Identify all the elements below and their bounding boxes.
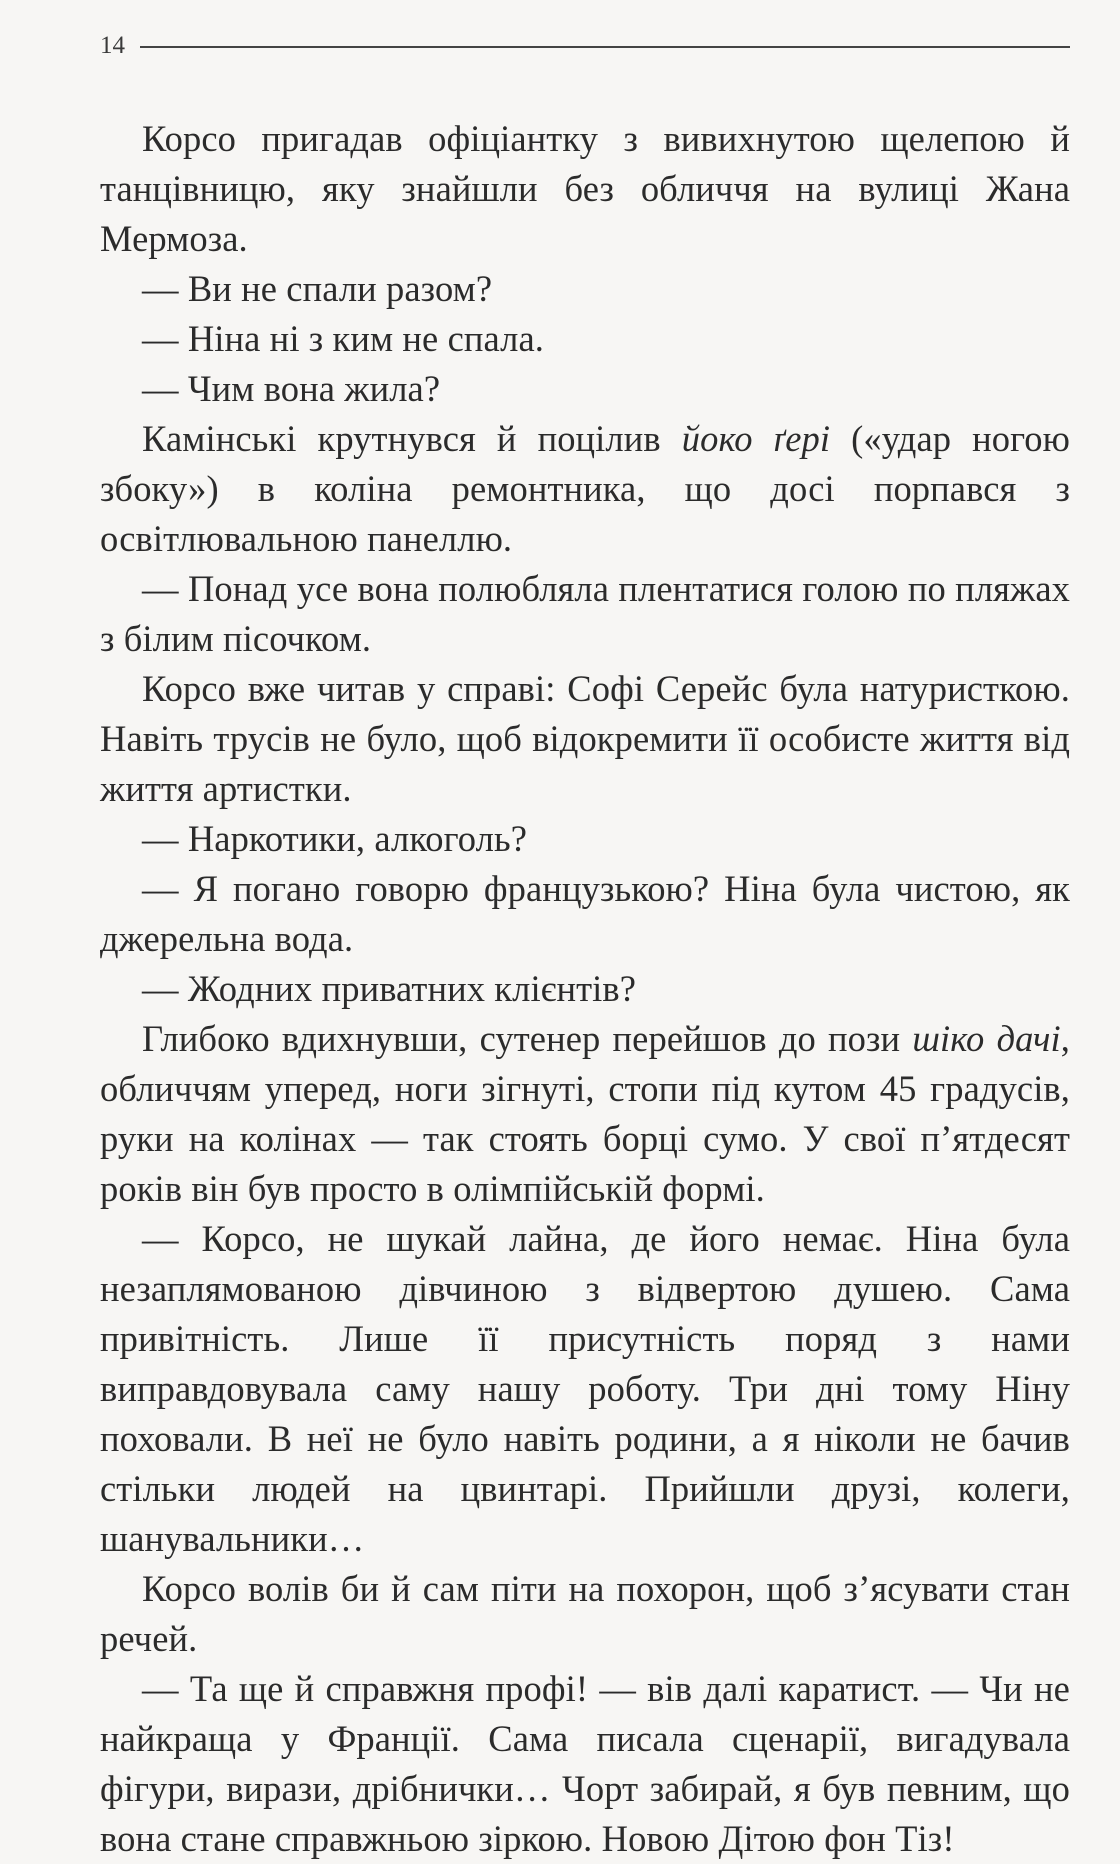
paragraph bbox=[100, 1214, 1070, 1564]
text-segment: Глибоко вдихнувши, сутенер перейшов до пози bbox=[142, 1018, 913, 1059]
text-segment: Камінські крутнувся й поцілив bbox=[142, 418, 682, 459]
paragraph bbox=[100, 364, 1070, 414]
text-segment: — Ніна ні з ким не спала. bbox=[142, 318, 544, 359]
paragraph bbox=[100, 1664, 1070, 1864]
text-segment: Корсо волів би й сам піти на похорон, щоб з’ясувати стан речей. bbox=[100, 1568, 1070, 1659]
text-segment: — Та ще й справжня профі! — вів далі каратист. — Чи не найкраща у Франції. Сама писала сценарії, вигадувала фігури, вирази, дрібнички… Чорт забирай, я був певним, що вона стане справжньою зіркою. Новою Дітою фон Тіз! bbox=[100, 1668, 1070, 1859]
text-segment: — Я погано говорю французькою? Ніна була чистою, як джерельна вода. bbox=[100, 868, 1070, 959]
paragraph bbox=[100, 664, 1070, 814]
text-segment: Корсо вже читав у справі: Софі Серейс була натуристкою. Навіть трусів не було, щоб відокремити її особисте життя від життя артистки. bbox=[100, 668, 1070, 809]
body-text bbox=[100, 114, 1070, 1864]
paragraph bbox=[100, 864, 1070, 964]
page-number: 14 bbox=[100, 32, 125, 59]
paragraph bbox=[100, 314, 1070, 364]
paragraph bbox=[100, 564, 1070, 664]
text-segment: , обличчям уперед, ноги зігнуті, стопи під кутом 45 градусів, руки на колінах — так стоять борці сумо. У свої п’ятдесят років він був просто в олімпійській формі. bbox=[100, 1018, 1070, 1209]
text-segment: — Жодних приватних клієнтів? bbox=[142, 968, 637, 1009]
paragraph bbox=[100, 814, 1070, 864]
text-segment: — Ви не спали разом? bbox=[142, 268, 493, 309]
text-segment: («удар ногою збоку») в коліна ремонтника, що досі порпався з освітлювальною панеллю. bbox=[100, 418, 1071, 559]
page-header bbox=[100, 28, 1070, 68]
text-segment: — Корсо, не шукай лайна, де його немає. Ніна була незаплямованою дівчиною з відвертою душею. Сама привітність. Лише її присутність поряд з нами виправдовувала саму нашу роботу. Три дні тому Ніну поховали. В неї не було навіть родини, а я ніколи не бачив стільки людей на цвинтарі. Прийшли друзі, колеги, шанувальники… bbox=[100, 1218, 1070, 1559]
paragraph bbox=[100, 414, 1070, 564]
text-segment: — Чим вона жила? bbox=[142, 368, 441, 409]
paragraph bbox=[100, 1564, 1070, 1664]
italic-term: йоко ґері bbox=[681, 418, 831, 459]
paragraph bbox=[100, 264, 1070, 314]
italic-term: шіко дачі bbox=[912, 1018, 1061, 1059]
text-segment: — Понад усе вона полюбляла плентатися голою по пляжах з білим пісочком. bbox=[100, 568, 1070, 659]
text-segment: Корсо пригадав офіціантку з вивихнутою щелепою й танцівницю, яку знайшли без обличчя на вулиці Жана Мермоза. bbox=[100, 118, 1070, 259]
text-segment: — Наркотики, алкоголь? bbox=[142, 818, 528, 859]
header-rule bbox=[140, 46, 1070, 48]
paragraph bbox=[100, 1014, 1070, 1214]
paragraph bbox=[100, 114, 1070, 264]
paragraph bbox=[100, 964, 1070, 1014]
